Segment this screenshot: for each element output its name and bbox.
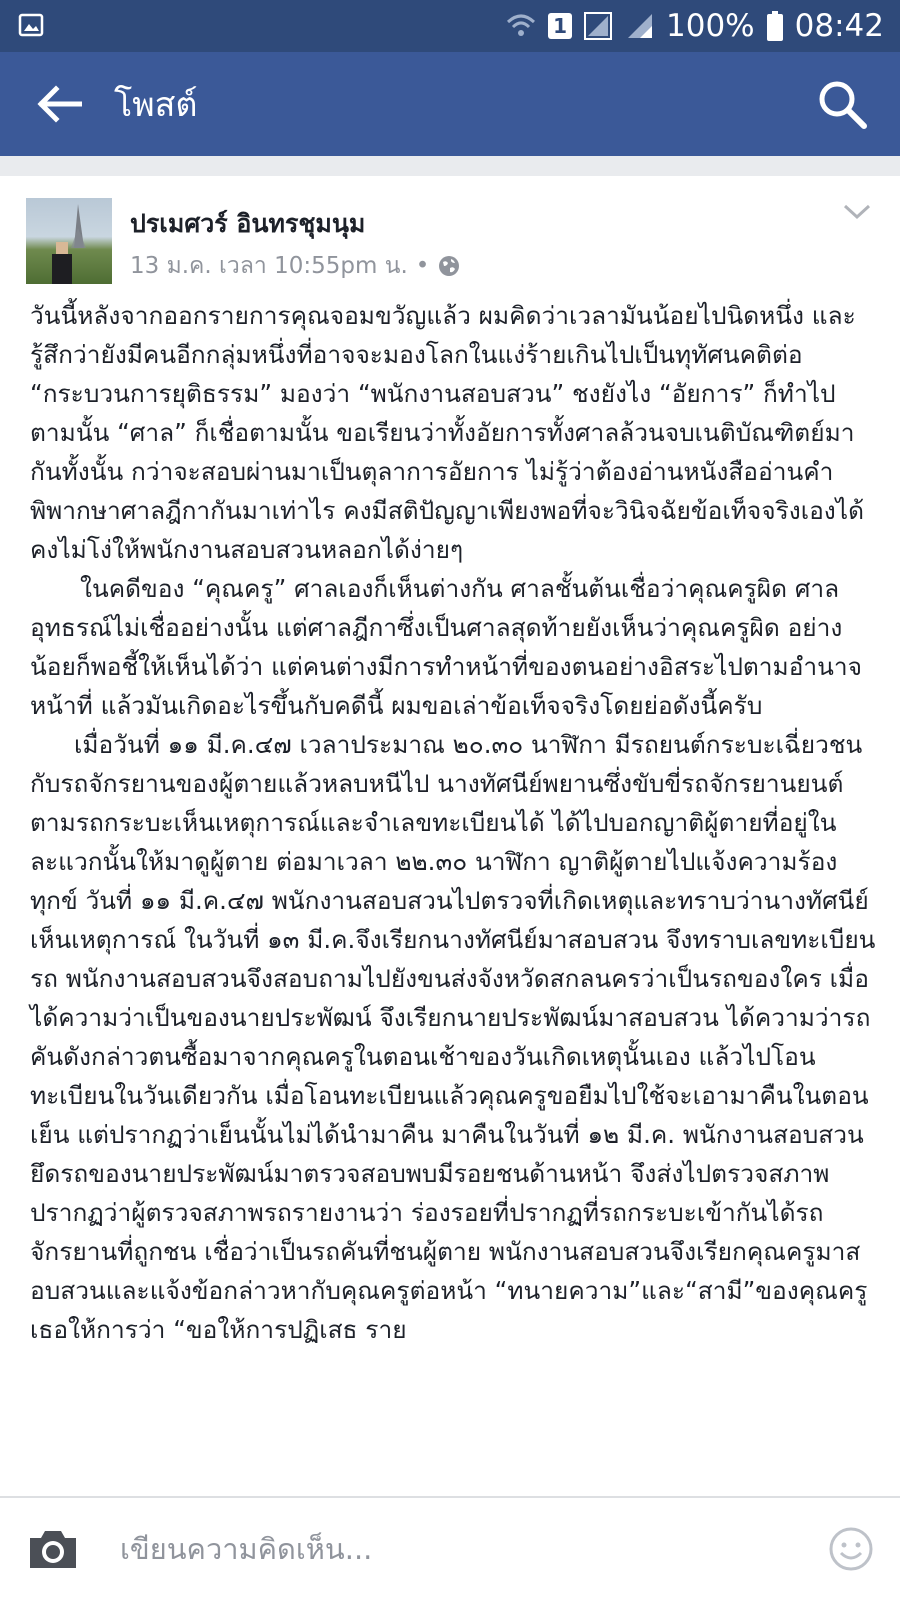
post-paragraph-1: วันนี้หลังจากออกรายการคุณจอมขวัญแล้ว ผมคิดว่าเวลามันน้อยไปนิดหนึ่ง และรู้สึกว่ายังมีคนอีกกลุ่มหนึ่งที่อาจจะมองโลกในแง่ร้ายเกินไปเป็นทุทัศนคติต่อ “กระบวนการยุติธรรม” มองว่า “พนักงานสอบสวน” ชงยังไง “อัยการ” ก็ทำไปตามนั้น “ศาล” ก็เชื่อตามนั้น ขอเรียนว่าทั้งอัยการทั้งศาลล้วนจบเนติบัณฑิตย์มากันทั้งนั้น กว่าจะสอบผ่านมาเป็นตุลาการอัยการ ไม่รู้ว่าต้องอ่านหนังสืออ่านคำพิพากษาศาลฎีกากันมาเท่าไร คงมีสติปัญญาเพียงพอที่จะวินิจฉัยข้อเท็จจริงเองได้ คงไม่โง่ให้พนักงานสอบสวนหลอกได้ง่ายๆ (30, 301, 865, 564)
post-paragraph-3: เมื่อวันที่ ๑๑ มี.ค.๔๗ เวลาประมาณ ๒๐.๓๐ นาฬิกา มีรถยนต์กระบะเฉี่ยวชนกับรถจักรยานของผู้ตายแล้วหลบหนีไป นางทัศนีย์พยานซึ่งขับขี่รถจักรยานยนต์ตามรถกระบะเห็นเหตุการณ์และจำเลขทะเบียนได้ ได้ไปบอกญาติผู้ตายที่อยู่ในละแวกนั้นให้มาดูผู้ตาย ต่อมาเวลา ๒๒.๓๐ นาฬิกา ญาติผู้ตายไปแจ้งความร้องทุกข์ วันที่ ๑๑ มี.ค.๔๗ พนักงานสอบสวนไปตรวจที่เกิดเหตุและทราบว่านางทัศนีย์เห็นเหตุการณ์ ในวันที่ ๑๓ มี.ค.จึงเรียกนางทัศนีย์มาสอบสวน จึงทราบเลขทะเบียนรถ พนักงานสอบสวนจึงสอบถามไปยังขนส่งจังหวัดสกลนครว่าเป็นรถของใคร เมื่อได้ความว่าเป็นของนายประพัฒน์ จึงเรียกนายประพัฒน์มาสอบสวน ได้ความว่ารถคันดังกล่าวตนซื้อมาจากคุณครูในตอนเช้าของวันเกิดเหตุนั้นเอง แล้วไปโอนทะเบียนในวันเดียวกัน เมื่อโอนทะเบียนแล้วคุณครูขอยืมไปใช้จะเอามาคืนในตอนเย็น แต่ปรากฏว่าเย็นนั้นไม่ได้นำมาคืน มาคืนในวันที่ ๑๒ มี.ค. พนักงานสอบสวนยึดรถของนายประพัฒน์มาตรวจสอบพบมีรอยชนด้านหน้า จึงส่งไปตรวจสภาพ ปรากฏว่าผู้ตรวจสภาพรถรายงานว่า ร่องรอยที่ปรากฏที่รถกระบะเข้ากันได้รถจักรยานที่ถูกชน เชื่อว่าเป็นรถคันที่ชนผู้ตาย พนักงานสอบสวนจึงเรียกคุณครูมาสอบสวนและแจ้งข้อกล่าวหากับคุณครูต่อหน้า “ทนายความ”และ“สามี”ของคุณครู เธอให้การว่า “ขอให้การปฏิเสธ ราย (30, 730, 876, 1344)
meta-separator: • (415, 253, 430, 279)
post-timestamp[interactable]: 13 ม.ค. เวลา 10:55pm น. (130, 253, 408, 279)
battery-percent: 100% (666, 8, 755, 44)
post-card (0, 176, 900, 1496)
signal-icon-2 (626, 12, 654, 40)
post-meta (130, 248, 461, 284)
sim-icon: 1 (548, 13, 572, 39)
page-title: โพสต์ (114, 85, 198, 125)
globe-icon (437, 254, 461, 278)
author-name[interactable]: ปรเมศวร์ อินทรชุมนุม (130, 209, 366, 238)
back-arrow-icon[interactable] (36, 84, 82, 124)
app-bar (0, 52, 900, 156)
search-icon[interactable] (816, 78, 868, 130)
chevron-down-icon[interactable] (842, 202, 872, 222)
comment-input[interactable]: เขียนความคิดเห็น... (120, 1532, 373, 1566)
comment-bar (0, 1496, 900, 1600)
status-bar (0, 0, 900, 52)
post-body (30, 296, 876, 1349)
gallery-notification-icon (18, 12, 44, 38)
emoji-icon[interactable] (828, 1526, 874, 1572)
wifi-icon (506, 12, 536, 40)
clock: 08:42 (794, 8, 884, 44)
avatar[interactable] (26, 198, 112, 284)
signal-icon (584, 12, 614, 40)
camera-icon[interactable] (26, 1526, 80, 1572)
post-paragraph-2: ในคดีของ “คุณครู” ศาลเองก็เห็นต่างกัน ศาลชั้นต้นเชื่อว่าคุณครูผิด ศาลอุทธรณ์ไม่เชื่ออย่างนั้น แต่ศาลฎีกาซึ่งเป็นศาลสุดท้ายยังเห็นว่าคุณครูผิด อย่างน้อยก็พอชี้ให้เห็นได้ว่า แต่คนต่างมีการทำหน้าที่ของตนอย่างอิสระไปตามอำนาจหน้าที่ แล้วมันเกิดอะไรขึ้นกับคดีนี้ ผมขอเล่าข้อเท็จจริงโดยย่อดังนี้ครับ (30, 574, 863, 720)
avatar-photo (26, 198, 112, 284)
battery-icon (767, 11, 783, 41)
